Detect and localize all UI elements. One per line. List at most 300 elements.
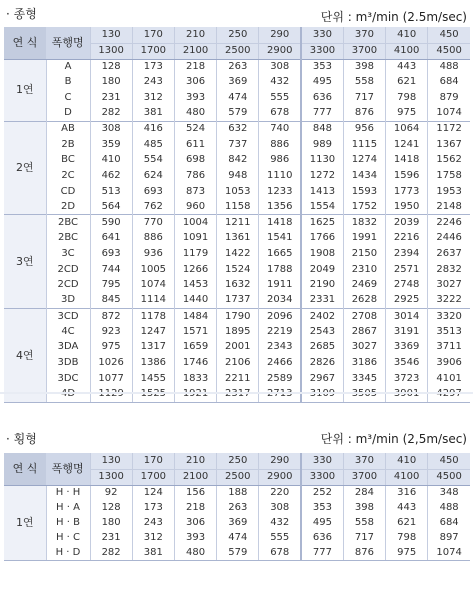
header-length-value: 3700	[343, 469, 385, 485]
header-height-value: 410	[386, 453, 428, 469]
width-name-cell: 2C	[46, 168, 90, 184]
airflow-value-cell: 1665	[259, 246, 301, 262]
section-divider	[0, 392, 473, 394]
airflow-value-cell: 312	[132, 90, 174, 106]
airflow-value-cell: 173	[132, 59, 174, 75]
airflow-value-cell: 2394	[386, 246, 428, 262]
airflow-value-cell: 632	[217, 121, 259, 137]
width-name-cell: A	[46, 59, 90, 75]
airflow-value-cell: 243	[132, 75, 174, 91]
airflow-value-cell: 443	[386, 500, 428, 515]
header-length-value: 3300	[301, 43, 343, 59]
airflow-value-cell: 308	[259, 500, 301, 515]
airflow-value-cell: 989	[301, 137, 343, 153]
airflow-value-cell: 3027	[428, 277, 470, 293]
header-height-value: 370	[343, 453, 385, 469]
airflow-value-cell: 393	[174, 90, 216, 106]
airflow-value-cell	[132, 386, 174, 402]
table-row	[4, 309, 470, 325]
airflow-value-cell: 128	[90, 500, 132, 515]
width-name-cell: 2BC	[46, 215, 90, 231]
airflow-value-cell: 1950	[386, 199, 428, 215]
header-height-value: 450	[428, 453, 470, 469]
airflow-value-cell: 555	[259, 530, 301, 545]
airflow-value-cell: 2310	[343, 262, 385, 278]
width-name-cell: 3DC	[46, 371, 90, 387]
airflow-value-cell: 740	[259, 121, 301, 137]
airflow-value-cell: 1418	[259, 215, 301, 231]
header-width-name: 폭행명	[46, 453, 90, 485]
horizontal-unit-label: 단위 : m³/min (2,5m/sec)	[320, 432, 467, 446]
header-length-value: 1700	[132, 43, 174, 59]
airflow-value-cell: 558	[343, 515, 385, 530]
airflow-value-cell: 1026	[90, 355, 132, 371]
airflow-value-cell: 879	[428, 90, 470, 106]
airflow-value-cell: 398	[343, 500, 385, 515]
airflow-value-cell: 2150	[343, 246, 385, 262]
airflow-value-cell: 92	[90, 485, 132, 500]
airflow-value-cell: 2049	[301, 262, 343, 278]
table-row	[4, 262, 470, 278]
table-row	[4, 199, 470, 215]
airflow-value-cell: 1790	[217, 309, 259, 325]
airflow-value-cell: 173	[132, 500, 174, 515]
width-name-cell: 2D	[46, 199, 90, 215]
airflow-value-cell: 798	[386, 90, 428, 106]
table-row	[4, 231, 470, 247]
airflow-value-cell: 2343	[259, 340, 301, 356]
airflow-value-cell: 2867	[343, 324, 385, 340]
airflow-value-cell: 474	[217, 90, 259, 106]
airflow-value-cell: 1064	[386, 121, 428, 137]
vertical-unit-label: 단위 : m³/min (2.5m/sec)	[320, 10, 467, 24]
airflow-value-cell: 684	[428, 75, 470, 91]
header-height-value: 130	[90, 27, 132, 43]
airflow-value-cell: 590	[90, 215, 132, 231]
airflow-value-cell: 554	[132, 153, 174, 169]
airflow-value-cell: 960	[174, 199, 216, 215]
airflow-value-cell: 986	[259, 153, 301, 169]
airflow-value-cell: 636	[301, 530, 343, 545]
airflow-value-cell: 2246	[428, 215, 470, 231]
airflow-value-cell: 1241	[386, 137, 428, 153]
table-row	[4, 137, 470, 153]
airflow-value-cell: 2628	[343, 293, 385, 309]
header-height-value: 170	[132, 27, 174, 43]
width-name-cell: 3DA	[46, 340, 90, 356]
airflow-value-cell: 737	[217, 137, 259, 153]
airflow-value-cell: 3222	[428, 293, 470, 309]
airflow-value-cell: 975	[386, 106, 428, 122]
airflow-value-cell: 2589	[259, 371, 301, 387]
header-height-value: 290	[259, 27, 301, 43]
airflow-value-cell: 282	[90, 545, 132, 560]
table-row	[4, 386, 470, 402]
airflow-value-cell: 1247	[132, 324, 174, 340]
airflow-value-cell: 678	[259, 545, 301, 560]
airflow-value-cell: 2826	[301, 355, 343, 371]
airflow-value-cell: 488	[428, 500, 470, 515]
airflow-value-cell: 2637	[428, 246, 470, 262]
airflow-value-cell: 842	[217, 153, 259, 169]
group-connection-label: 3연	[4, 215, 46, 309]
airflow-value-cell: 1233	[259, 184, 301, 200]
airflow-value-cell: 480	[174, 545, 216, 560]
airflow-value-cell: 2967	[301, 371, 343, 387]
width-name-cell: 3D	[46, 293, 90, 309]
airflow-value-cell: 876	[343, 106, 385, 122]
width-name-cell	[46, 386, 90, 402]
airflow-value-cell: 306	[174, 75, 216, 91]
airflow-value-cell: 777	[301, 545, 343, 560]
header-connection-type: 연 식	[4, 27, 46, 59]
airflow-value-cell: 1272	[301, 168, 343, 184]
airflow-value-cell: 524	[174, 121, 216, 137]
airflow-value-cell: 1266	[174, 262, 216, 278]
table-row	[4, 355, 470, 371]
table-row	[4, 545, 470, 560]
airflow-value-cell	[174, 386, 216, 402]
airflow-value-cell: 564	[90, 199, 132, 215]
airflow-value-cell: 1178	[132, 309, 174, 325]
width-name-cell: AB	[46, 121, 90, 137]
table-row	[4, 340, 470, 356]
airflow-value-cell: 393	[174, 530, 216, 545]
width-name-cell: H · A	[46, 500, 90, 515]
header-length-value: 1700	[132, 469, 174, 485]
airflow-value-cell	[428, 386, 470, 402]
table-row	[4, 246, 470, 262]
airflow-value-cell: 1130	[301, 153, 343, 169]
airflow-value-cell: 1524	[217, 262, 259, 278]
header-length-value: 3300	[301, 469, 343, 485]
airflow-value-cell: 495	[301, 515, 343, 530]
airflow-value-cell: 770	[132, 215, 174, 231]
airflow-value-cell: 873	[174, 184, 216, 200]
width-name-cell: 3DB	[46, 355, 90, 371]
header-length-value: 1300	[90, 43, 132, 59]
table-row	[4, 153, 470, 169]
airflow-value-cell: 156	[174, 485, 216, 500]
airflow-value-cell: 2096	[259, 309, 301, 325]
header-height-value: 410	[386, 27, 428, 43]
airflow-value-cell: 1632	[217, 277, 259, 293]
airflow-value-cell: 1211	[217, 215, 259, 231]
header-length-value: 4500	[428, 43, 470, 59]
airflow-value-cell: 3027	[343, 340, 385, 356]
airflow-value-cell: 3369	[386, 340, 428, 356]
width-name-cell: 4C	[46, 324, 90, 340]
airflow-value-cell: 1413	[301, 184, 343, 200]
airflow-value-cell: 381	[132, 106, 174, 122]
airflow-value-cell	[301, 386, 343, 402]
airflow-value-cell: 306	[174, 515, 216, 530]
airflow-value-cell: 2748	[386, 277, 428, 293]
airflow-value-cell: 3014	[386, 309, 428, 325]
airflow-value-cell: 2708	[343, 309, 385, 325]
header-connection-type: 연 식	[4, 453, 46, 485]
header-height-value: 330	[301, 453, 343, 469]
group-connection-label: 1연	[4, 59, 46, 121]
header-row-1	[4, 453, 470, 469]
width-name-cell: 2BC	[46, 231, 90, 247]
header-height-value: 330	[301, 27, 343, 43]
airflow-value-cell: 693	[132, 184, 174, 200]
airflow-value-cell: 621	[386, 75, 428, 91]
table-row	[4, 371, 470, 387]
header-height-value: 370	[343, 27, 385, 43]
header-length-value: 2100	[174, 43, 216, 59]
airflow-value-cell: 3711	[428, 340, 470, 356]
airflow-value-cell: 923	[90, 324, 132, 340]
header-height-value: 130	[90, 453, 132, 469]
width-name-cell: H · B	[46, 515, 90, 530]
airflow-value-cell: 398	[343, 59, 385, 75]
table-row	[4, 485, 470, 500]
table-row	[4, 184, 470, 200]
airflow-value-cell: 897	[428, 530, 470, 545]
airflow-value-cell: 252	[301, 485, 343, 500]
airflow-value-cell: 611	[174, 137, 216, 153]
airflow-value-cell: 1422	[217, 246, 259, 262]
airflow-value-cell: 555	[259, 90, 301, 106]
airflow-value-cell: 2446	[428, 231, 470, 247]
airflow-value-cell: 1172	[428, 121, 470, 137]
airflow-value-cell	[343, 386, 385, 402]
airflow-value-cell: 316	[386, 485, 428, 500]
airflow-value-cell: 359	[90, 137, 132, 153]
airflow-value-cell: 128	[90, 59, 132, 75]
airflow-value-cell: 231	[90, 530, 132, 545]
airflow-value-cell: 876	[343, 545, 385, 560]
airflow-value-cell: 684	[428, 515, 470, 530]
header-height-value: 210	[174, 453, 216, 469]
airflow-value-cell: 2832	[428, 262, 470, 278]
airflow-value-cell: 1361	[217, 231, 259, 247]
table-row	[4, 277, 470, 293]
header-length-value: 2500	[217, 469, 259, 485]
header-length-value: 2900	[259, 43, 301, 59]
group-connection-label: 1연	[4, 485, 46, 560]
airflow-value-cell: 462	[90, 168, 132, 184]
airflow-value-cell: 872	[90, 309, 132, 325]
airflow-value-cell: 624	[132, 168, 174, 184]
airflow-value-cell: 485	[132, 137, 174, 153]
airflow-value-cell: 1440	[174, 293, 216, 309]
airflow-value-cell: 1074	[428, 545, 470, 560]
horizontal-airflow-table	[4, 453, 470, 560]
table-row	[4, 168, 470, 184]
airflow-value-cell: 474	[217, 530, 259, 545]
width-name-cell: 2CD	[46, 277, 90, 293]
width-name-cell: H · C	[46, 530, 90, 545]
airflow-value-cell: 2466	[259, 355, 301, 371]
airflow-value-cell: 678	[259, 106, 301, 122]
airflow-value-cell: 410	[90, 153, 132, 169]
width-name-cell: H · D	[46, 545, 90, 560]
airflow-value-cell: 762	[132, 199, 174, 215]
airflow-value-cell: 1625	[301, 215, 343, 231]
airflow-value-cell: 1737	[217, 293, 259, 309]
airflow-value-cell: 558	[343, 75, 385, 91]
header-height-value: 170	[132, 453, 174, 469]
table-row	[4, 75, 470, 91]
width-name-cell: D	[46, 106, 90, 122]
airflow-value-cell: 2148	[428, 199, 470, 215]
airflow-value-cell: 4101	[428, 371, 470, 387]
airflow-value-cell: 948	[217, 168, 259, 184]
airflow-value-cell: 1596	[386, 168, 428, 184]
table-row	[4, 106, 470, 122]
airflow-value-cell: 2925	[386, 293, 428, 309]
airflow-value-cell: 2331	[301, 293, 343, 309]
airflow-value-cell: 1953	[428, 184, 470, 200]
airflow-value-cell: 495	[301, 75, 343, 91]
airflow-value-cell: 1453	[174, 277, 216, 293]
airflow-value-cell: 1274	[343, 153, 385, 169]
airflow-value-cell: 312	[132, 530, 174, 545]
airflow-value-cell: 975	[90, 340, 132, 356]
table-row	[4, 324, 470, 340]
airflow-value-cell: 956	[343, 121, 385, 137]
airflow-value-cell: 1091	[174, 231, 216, 247]
header-height-value: 210	[174, 27, 216, 43]
airflow-value-cell: 3546	[386, 355, 428, 371]
airflow-value-cell: 777	[301, 106, 343, 122]
table-row	[4, 293, 470, 309]
horizontal-section-title: · 횡형	[6, 432, 37, 446]
group-connection-label: 2연	[4, 121, 46, 215]
airflow-value-cell: 2001	[217, 340, 259, 356]
airflow-value-cell: 1908	[301, 246, 343, 262]
airflow-value-cell: 1832	[343, 215, 385, 231]
header-length-value: 3700	[343, 43, 385, 59]
table-row	[4, 500, 470, 515]
airflow-value-cell: 1115	[343, 137, 385, 153]
airflow-value-cell: 1766	[301, 231, 343, 247]
airflow-value-cell: 795	[90, 277, 132, 293]
group-connection-label: 4연	[4, 309, 46, 403]
airflow-value-cell: 1895	[217, 324, 259, 340]
width-name-cell: H · H	[46, 485, 90, 500]
airflow-value-cell: 1367	[428, 137, 470, 153]
airflow-value-cell: 2219	[259, 324, 301, 340]
airflow-value-cell: 744	[90, 262, 132, 278]
airflow-value-cell: 2190	[301, 277, 343, 293]
header-length-value: 2500	[217, 43, 259, 59]
airflow-value-cell: 1110	[259, 168, 301, 184]
airflow-value-cell: 1833	[174, 371, 216, 387]
table-row	[4, 515, 470, 530]
width-name-cell: BC	[46, 153, 90, 169]
airflow-value-cell: 308	[90, 121, 132, 137]
header-height-value: 450	[428, 27, 470, 43]
airflow-value-cell: 936	[132, 246, 174, 262]
airflow-value-cell: 1758	[428, 168, 470, 184]
width-name-cell: 3C	[46, 246, 90, 262]
airflow-value-cell: 369	[217, 515, 259, 530]
airflow-value-cell: 1752	[343, 199, 385, 215]
airflow-value-cell: 1554	[301, 199, 343, 215]
header-length-value: 4100	[386, 469, 428, 485]
airflow-value-cell: 3191	[386, 324, 428, 340]
table-row	[4, 215, 470, 231]
airflow-value-cell: 180	[90, 75, 132, 91]
airflow-value-cell: 717	[343, 530, 385, 545]
width-name-cell: 3CD	[46, 309, 90, 325]
airflow-value-cell: 848	[301, 121, 343, 137]
header-length-value: 4500	[428, 469, 470, 485]
airflow-value-cell: 1991	[343, 231, 385, 247]
width-name-cell: C	[46, 90, 90, 106]
width-name-cell: B	[46, 75, 90, 91]
airflow-value-cell: 786	[174, 168, 216, 184]
airflow-value-cell: 1455	[132, 371, 174, 387]
airflow-value-cell: 1434	[343, 168, 385, 184]
airflow-value-cell: 693	[90, 246, 132, 262]
airflow-value-cell: 488	[428, 59, 470, 75]
airflow-value-cell: 1788	[259, 262, 301, 278]
table-row	[4, 121, 470, 137]
airflow-value-cell: 886	[132, 231, 174, 247]
airflow-value-cell: 381	[132, 545, 174, 560]
airflow-value-cell: 231	[90, 90, 132, 106]
airflow-value-cell: 443	[386, 59, 428, 75]
airflow-value-cell: 1386	[132, 355, 174, 371]
airflow-value-cell: 220	[259, 485, 301, 500]
width-name-cell: 2CD	[46, 262, 90, 278]
airflow-value-cell: 579	[217, 106, 259, 122]
airflow-value-cell: 1541	[259, 231, 301, 247]
airflow-value-cell: 636	[301, 90, 343, 106]
horizontal-table-wrap	[4, 453, 470, 561]
header-height-value: 290	[259, 453, 301, 469]
width-name-cell: 2B	[46, 137, 90, 153]
airflow-value-cell: 3345	[343, 371, 385, 387]
airflow-value-cell: 1593	[343, 184, 385, 200]
width-name-cell: CD	[46, 184, 90, 200]
airflow-value-cell: 1773	[386, 184, 428, 200]
airflow-value-cell: 2216	[386, 231, 428, 247]
airflow-value-cell: 1004	[174, 215, 216, 231]
airflow-value-cell: 3906	[428, 355, 470, 371]
airflow-value-cell: 282	[90, 106, 132, 122]
airflow-value-cell: 353	[301, 59, 343, 75]
airflow-value-cell: 180	[90, 515, 132, 530]
airflow-value-cell: 348	[428, 485, 470, 500]
airflow-value-cell	[90, 386, 132, 402]
airflow-value-cell: 218	[174, 500, 216, 515]
airflow-value-cell: 717	[343, 90, 385, 106]
airflow-value-cell: 1158	[217, 199, 259, 215]
airflow-value-cell: 1356	[259, 199, 301, 215]
airflow-value-cell: 1077	[90, 371, 132, 387]
airflow-value-cell: 798	[386, 530, 428, 545]
airflow-value-cell: 3186	[343, 355, 385, 371]
airflow-value-cell: 1746	[174, 355, 216, 371]
table-row	[4, 90, 470, 106]
airflow-value-cell: 2034	[259, 293, 301, 309]
airflow-value-cell: 2106	[217, 355, 259, 371]
airflow-value-cell: 432	[259, 75, 301, 91]
airflow-value-cell: 480	[174, 106, 216, 122]
airflow-value-cell: 188	[217, 485, 259, 500]
airflow-value-cell: 2469	[343, 277, 385, 293]
airflow-value-cell: 2543	[301, 324, 343, 340]
airflow-value-cell: 1659	[174, 340, 216, 356]
airflow-value-cell: 975	[386, 545, 428, 560]
airflow-value-cell: 1317	[132, 340, 174, 356]
